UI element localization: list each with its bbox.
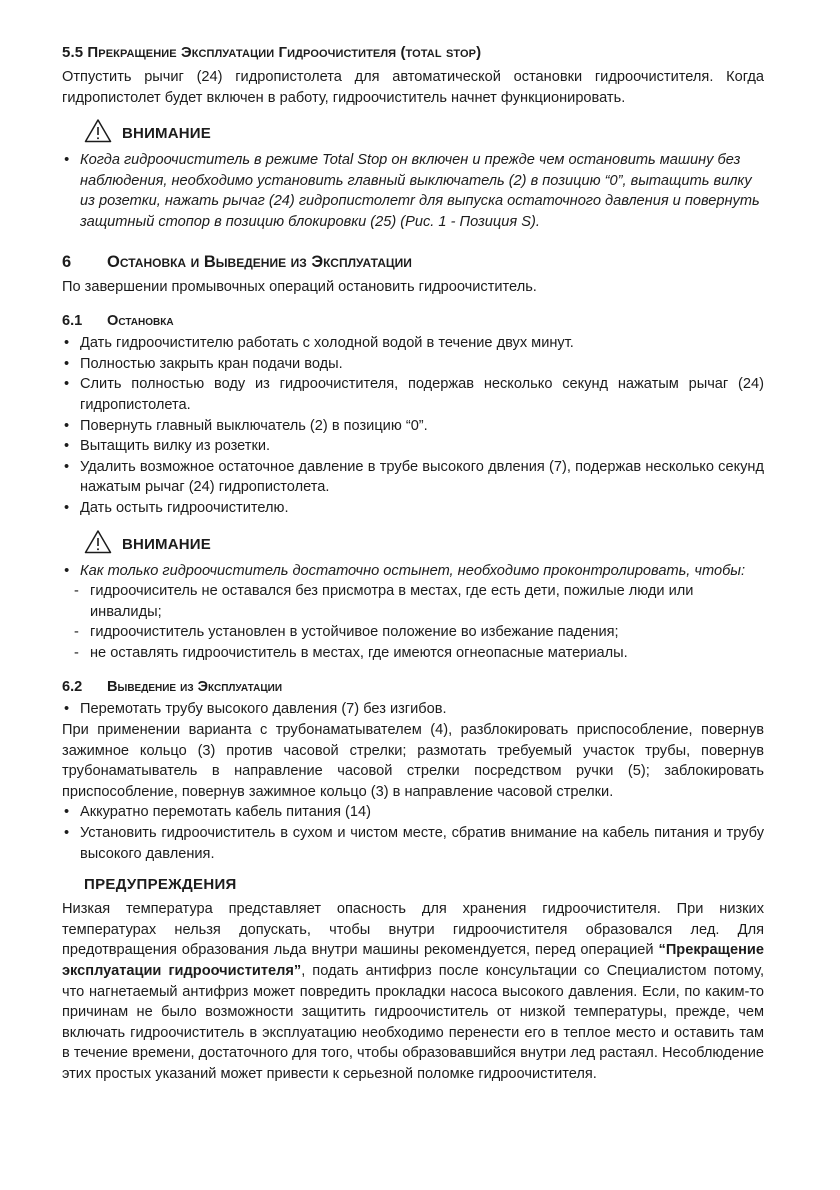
manual-page xyxy=(62,44,764,1085)
section-6-number: 6 xyxy=(62,252,72,271)
decommission-list-a xyxy=(62,699,764,720)
list-item: • Полностью закрыть кран подачи воды. xyxy=(62,354,764,375)
warnings-text-start: Низкая температура представляет опасность для хранения гидроочистителя. При низких температурах нельзя допускать, чтобы внутри гидроочистителя образовался лед. Для предотвращения образования льда внутри машины рекомендуется, перед операцией xyxy=(62,901,764,959)
list-item: - не оставлять гидроочиститель в местах, где имеются огнеопасные материалы. xyxy=(72,643,764,664)
section-5-5-heading: 5.5 Прекращение Эксплуатации Гидроочистителя (total stop) xyxy=(62,44,482,61)
list-item: • Дать остыть гидроочистителю. xyxy=(62,498,764,519)
list-item: • Повернуть главный выключатель (2) в позицию “0”. xyxy=(62,416,764,437)
section-5-5-text: Отпустить рычиг (24) гидропистолета для автоматической остановки гидроочистителя. Когда гидропистолет будет включен в работу, гидроочиститель начнет функционировать. xyxy=(62,69,764,106)
warning-list-2 xyxy=(62,561,764,582)
warnings-heading: ПРЕДУПРЕЖДЕНИЯ xyxy=(84,876,237,894)
section-6-2-title: Выведение из Эксплуатации xyxy=(107,679,283,696)
section-6-2-number: 6.2 xyxy=(62,679,83,696)
section-6-1-heading xyxy=(62,313,764,329)
section-6-intro: По завершении промывочных операций остановить гидроочиститель. xyxy=(62,278,537,295)
warning-list-1 xyxy=(62,150,764,232)
list-item: • Удалить возможное остаточное давление в трубе высокого двления (7), подержав несколько секунд нажатым рычаг (24) гидропистолета. xyxy=(62,457,764,498)
warning-item: • Как только гидроочиститель достаточно остынет, необходимо проконтролировать, чтобы: xyxy=(62,561,764,582)
list-item: • Дать гидроочистителю работать с холодной водой в течение двух минут. xyxy=(62,333,764,354)
warning-title: ВНИМАНИЕ xyxy=(122,125,211,143)
warning-item: • Когда гидроочиститель в режиме Total Stop он включен и прежде чем остановить машину без наблюдения, необходимо установить главный выключатель (2) в позицию “0”, вытащить вилку из розетки, нажать рычаг (24) гидропистолетr для выпуска остаточного давления и повернуть защитный стопор в позицию блокировки (25) (Рис. 1 - Позиция S). xyxy=(62,150,764,232)
section-6-1-title: Остановка xyxy=(107,313,174,330)
warnings-text-end: , подать антифриз после консультации со Специалистом потому, что нагнетаемый антифриз может повредить прокладки насоса высокого давления. Если, по каким-то причинам не было возможности защитить гидроочиститель от низкой температуры, прежде, чем включать гидроочиститель в эксплуатацию необходимо перенести его в теплое место и оставить там в течение времени, достаточного для того, чтобы образовавшийся внутри лед растаял. Несоблюдение этих простых указаний может привести к серьезной поломке гидроочистителя. xyxy=(62,963,764,1082)
section-6-1-number: 6.1 xyxy=(62,313,83,330)
warnings-text-bold: “Прекращение эксплуатации гидроочистителя” xyxy=(62,942,764,979)
warning-triangle-icon xyxy=(84,118,112,143)
list-item: • Аккуратно перемотать кабель питания (14) xyxy=(62,802,764,823)
section-6-title: Остановка и Выведение из Эксплуатации xyxy=(107,252,412,271)
section-6-2-heading xyxy=(62,679,764,695)
warning-title: ВНИМАНИЕ xyxy=(122,535,211,553)
list-item: - гидроочиститель установлен в устойчивое положение во избежание падения; xyxy=(72,622,764,643)
hose-reel-paragraph: При применении варианта с трубонаматывателем (4), разблокировать приспособление, повернув зажимное кольцо (3) против часовой стрелки; размотать требуемый участок трубы, повернув трубонаматыватель в направление часовой стрелки посредством ручки (5); заблокировать приспособление, повернув зажимное кольцо (3) в направление часовой стрелки. xyxy=(62,722,764,800)
warning-sublist xyxy=(72,581,764,663)
list-item: • Вытащить вилку из розетки. xyxy=(62,436,764,457)
warnings-paragraph xyxy=(62,899,764,1084)
warning-header-2 xyxy=(84,529,764,554)
list-item: • Слить полностью воду из гидроочистителя, подержав несколько секунд нажатым рычаг (24) гидропистолета. xyxy=(62,374,764,415)
stop-steps-list xyxy=(62,333,764,518)
list-item: • Перемотать трубу высокого давления (7) без изгибов. xyxy=(62,699,764,720)
warning-triangle-icon xyxy=(84,529,112,554)
section-6-heading xyxy=(62,253,764,272)
decommission-list-b xyxy=(62,802,764,864)
list-item: - гидроочиситель не оставался без присмотра в местах, где есть дети, пожилые люди или инвалиды; xyxy=(72,581,764,622)
warning-header-1 xyxy=(84,118,764,143)
list-item: • Установить гидроочиститель в сухом и чистом месте, сбратив внимание на кабель питания и трубу высокого давления. xyxy=(62,823,764,864)
